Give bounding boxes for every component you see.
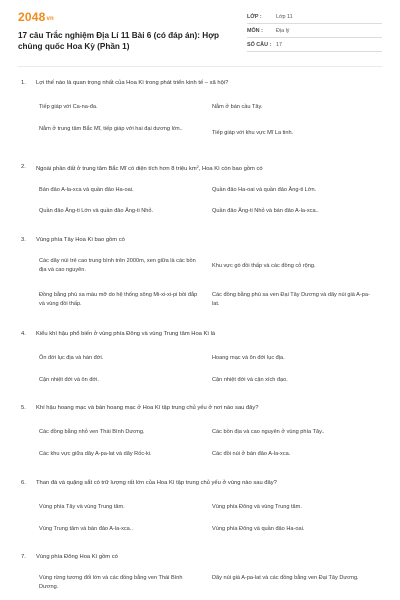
meta-value: Địa lý — [276, 27, 290, 34]
option-b[interactable]: Vùng phía Đông và vùng Trung tâm. — [212, 504, 302, 510]
option-b[interactable]: Các bồn địa và cao nguyên ở vùng phía Tây.. — [212, 429, 325, 435]
question-header — [21, 79, 376, 87]
question-number: 1. — [21, 80, 26, 86]
header-divider — [18, 66, 382, 67]
option-c[interactable]: Vùng Trung tâm và bán đảo A-la-xca.. — [39, 526, 133, 532]
option-b[interactable]: Nằm ở bán cầu Tây. — [212, 104, 263, 110]
question-text: Kiểu khí hậu phổ biến ở vùng phía Đông và vùng Trung tâm Hoa Kì là — [36, 331, 216, 337]
question-header — [21, 330, 376, 338]
question-number: 7. — [21, 554, 26, 560]
option-d[interactable]: Các đồng bằng phù sa ven Đại Tây Dương và dãy núi già A-pa-lat. — [212, 292, 370, 307]
site-logo[interactable] — [18, 10, 54, 24]
question-number: 6. — [21, 480, 26, 486]
option-d[interactable]: Cận nhiệt đới và cận xích đạo. — [212, 377, 288, 383]
question-text — [36, 163, 376, 173]
meta-key: MÔN : — [247, 27, 263, 34]
meta-row-count — [247, 38, 382, 52]
meta-row-class — [247, 10, 382, 24]
question-text: Vùng phía Tây Hoa Kì bao gồm có — [36, 237, 125, 243]
meta-row-subject — [247, 24, 382, 38]
option-a[interactable]: Ôn đới lục địa và hàn đới. — [39, 355, 104, 361]
question-text: Lợi thế nào là quan trọng nhất của Hoa Kì trong phát triển kinh tế – xã hội? — [36, 80, 229, 86]
logo-text: 2048 — [18, 10, 46, 24]
meta-value: 17 — [276, 41, 282, 48]
question-header — [21, 236, 376, 244]
superscript: 2 — [196, 165, 199, 169]
option-a[interactable]: Bán đảo A-la-xca và quần đảo Ha-oai. — [39, 187, 134, 193]
question-header — [21, 553, 376, 561]
question-text-tail: , Hoa Kì còn bao gồm có — [198, 166, 263, 172]
question-text-main: Ngoài phần đất ở trung tâm Bắc Mĩ có diện tích hơn 8 triệu km — [36, 166, 197, 172]
question-header — [21, 479, 376, 487]
option-a[interactable]: Các đồng bằng nhỏ ven Thái Bình Dương. — [39, 429, 145, 435]
option-d[interactable]: Tiếp giáp với khu vực Mĩ La tinh. — [212, 130, 294, 136]
question-number: 5. — [21, 405, 26, 411]
option-c[interactable]: Cận nhiệt đới và ôn đới. — [39, 377, 99, 383]
option-b[interactable]: Hoang mạc và ôn đới lục địa. — [212, 355, 285, 361]
question-number: 2. — [21, 164, 26, 170]
page-title: 17 câu Trắc nghiệm Địa Lí 11 Bài 6 (có đáp án): Hợp chủng quốc Hoa Kỳ (Phần 1) — [18, 31, 220, 51]
option-b[interactable]: Khu vực gò đồi thấp và các đồng cỏ rộng. — [212, 263, 316, 269]
option-c[interactable]: Quần đảo Ăng-ti Lớn và quần đảo Ăng-ti Nhỏ. — [39, 208, 154, 214]
option-a[interactable]: Vùng phía Tây và vùng Trung tâm. — [39, 504, 125, 510]
meta-table — [247, 10, 382, 52]
option-a[interactable]: Tiếp giáp với Ca-na-đa. — [39, 104, 98, 110]
question-number: 4. — [21, 331, 26, 337]
question-text: Vùng phía Đông Hoa Kì gồm có — [36, 554, 118, 560]
option-d[interactable]: Quần đảo Ăng-ti Nhỏ và bán đảo A-la-xca.. — [212, 208, 319, 214]
option-b[interactable]: Quần đảo Ha-oai và quần đảo Ăng-ti Lớn. — [212, 187, 317, 193]
option-a[interactable]: Các dãy núi trẻ cao trung bình trên 2000m, xen giữa là các bồn địa và cao nguyên. — [39, 258, 196, 273]
option-c[interactable]: Các khu vực giữa dãy A-pa-lat và dãy Rốc-ki. — [39, 451, 152, 457]
option-a[interactable]: Vùng rừng tương đối lớn và các đồng bằng ven Thái Bình Dương. — [39, 575, 183, 590]
question-text: Khí hậu hoang mạc và bán hoang mạc ở Hoa Kì tập trung chủ yếu ở nơi nào sau đây? — [36, 405, 259, 411]
page-header — [0, 0, 400, 62]
meta-key: SỐ CÂU : — [247, 41, 272, 48]
question-header — [21, 404, 376, 412]
option-c[interactable]: Nằm ở trung tâm Bắc Mĩ, tiếp giáp với hai đại dương lớn.. — [39, 126, 183, 132]
question-text: Than đá và quặng sắt có trữ lượng rất lớn của Hoa Kì tập trung chủ yếu ở vùng nào sau đây? — [36, 480, 277, 486]
question-header — [21, 163, 376, 173]
meta-value: Lớp 11 — [276, 13, 293, 20]
option-d[interactable]: Các đồi núi ở bán đảo A-la-xca. — [212, 451, 291, 457]
meta-key: LỚP : — [247, 13, 262, 20]
option-c[interactable]: Đồng bằng phù sa màu mỡ do hệ thống sông Mi-xi-xi-pi bồi đắp và vùng đồi thấp. — [39, 292, 198, 307]
option-b[interactable]: Dãy núi già A-pa-lat và các đồng bằng ven Đại Tây Dương. — [212, 575, 359, 581]
option-d[interactable]: Vùng phía Đông và quần đảo Ha-oai. — [212, 526, 305, 532]
question-number: 3. — [21, 237, 26, 243]
logo-suffix: vn — [46, 16, 54, 22]
